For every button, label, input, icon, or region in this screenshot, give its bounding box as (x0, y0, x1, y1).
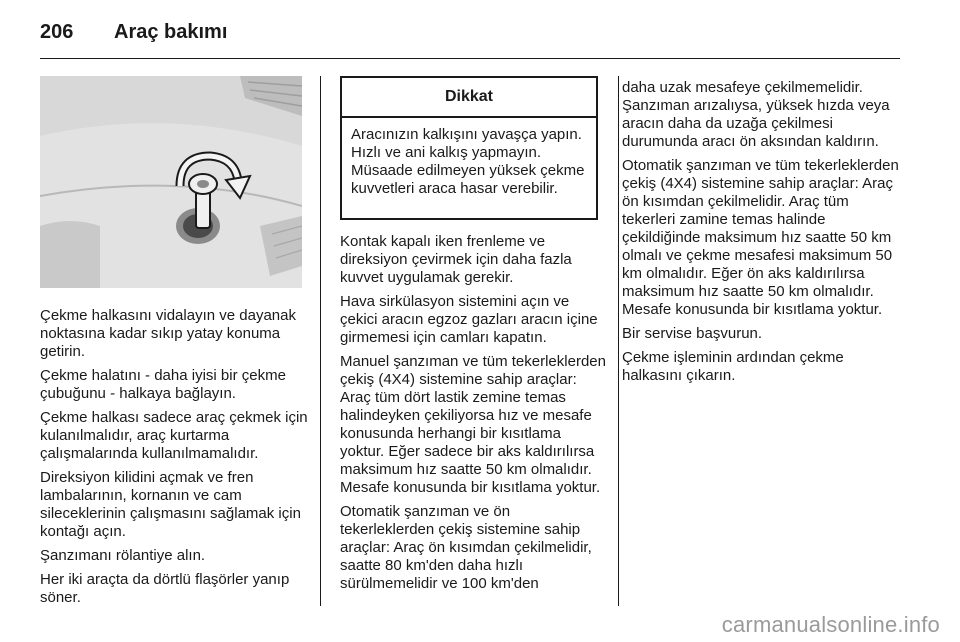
warning-box (340, 76, 598, 220)
tow-eye-illustration (40, 76, 302, 288)
paragraph: Otomatik şanzıman ve ön tekerleklerden çekiş sistemine sahip araçlar: Araç ön kısımdan çekilmelidir, saatte 80 km'den daha hızlı sürülmemelidir ve 100 km'den (340, 503, 592, 592)
paragraph: Manuel şanzıman ve tüm tekerleklerden çekiş (4X4) sistemine sahip araçlar: Araç tüm dört lastik zemine temas halindeyken çekiliyorsa hız ve mesafe konusunda herhangi bir kısıtlama yoktur. Eğer sadece bir aks kaldırılırsa maksimum hız saatte 50 km olmalıdır. Mesafe konusunda bir kısıtlama yoktur. (340, 353, 606, 496)
paragraph: Kontak kapalı iken frenleme ve direksiyon çevirmek için daha fazla kuvvet uygulamak gerekir. (340, 233, 572, 286)
tow-eye-illustration-icon (40, 76, 302, 288)
paragraph: Çekme halkasını vidalayın ve dayanak noktasına kadar sıkıp yatay konuma getirin. (40, 307, 296, 360)
paragraph: Her iki araçta da dörtlü flaşörler yanıp söner. (40, 571, 290, 606)
page-number: 206 (40, 20, 74, 43)
page-title: Araç bakımı (114, 20, 228, 43)
paragraph: Şanzımanı rölantiye alın. (40, 547, 206, 564)
paragraph: daha uzak mesafeye çekilmemelidir. Şanzıman arızalıysa, yüksek hızda veya aracın daha da uzağa çekilmesi durumunda aracı ön aksından kaldırın. (622, 79, 890, 150)
paragraph: Çekme işleminin ardından çekme halkasını çıkarın. (622, 349, 844, 384)
column-3 (622, 79, 902, 391)
warning-heading: Dikkat (342, 78, 596, 118)
paragraph: Çekme halkası sadece araç çekmek için kulanılmalıdır, araç kurtarma çalışmalarında kullanılmamalıdır. (40, 409, 308, 462)
page-header (40, 14, 227, 50)
watermark: carmanualsonline.info (721, 612, 940, 637)
paragraph: Bir servise başvurun. (622, 325, 763, 342)
warning-body: Aracınızın kalkışını yavaşça yapın. Hızlı ve ani kalkış yapmayın. Müsaade edilmeyen yüksek çekme kuvvetleri araca hasar verebilir. (351, 126, 585, 197)
column-2 (340, 233, 606, 599)
column-divider-left (320, 76, 321, 606)
paragraph: Otomatik şanzıman ve tüm tekerleklerden çekiş (4X4) sistemine sahip araçlar: Araç ön kısımdan çekilmelidir. Araç tüm tekerleri zamine temas halinde çekildiğinde maksimum hız saatte 50 km olmalı ve çekme mesafesi maksimum 50 km olmalıdır. Eğer ön aks kaldırılırsa maksimum hız saatte 50 km olmalıdır. Mesafe konusunda bir kısıtlama yoktur. (622, 157, 899, 318)
header-rule (40, 58, 900, 59)
paragraph: Çekme halatını - daha iyisi bir çekme çubuğunu - halkaya bağlayın. (40, 367, 286, 402)
column-1 (40, 307, 308, 613)
paragraph: Direksiyon kilidini açmak ve fren lambalarının, kornanın ve cam sileceklerinin çalışmasını sağlamak için kontağı açın. (40, 469, 301, 540)
paragraph: Hava sirkülasyon sistemini açın ve çekici aracın egzoz gazları aracın içine girmemesi için camları kapatın. (340, 293, 598, 346)
column-divider-right (618, 76, 619, 606)
